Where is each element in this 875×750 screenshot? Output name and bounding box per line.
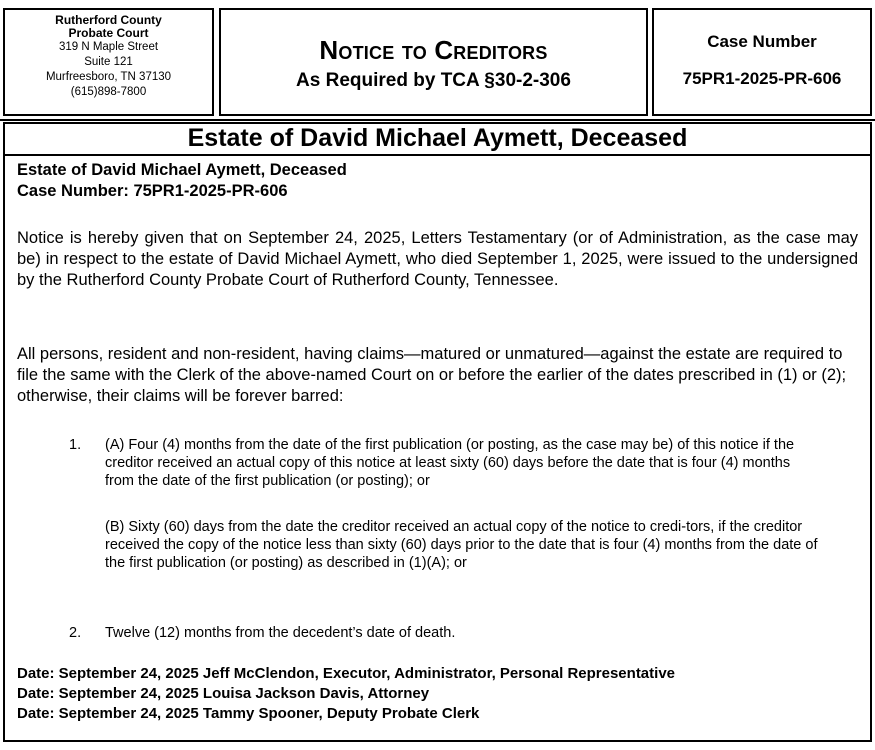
- court-address-line2: Suite 121: [84, 56, 133, 68]
- list-item-2: [69, 624, 820, 642]
- case-number-box: [652, 8, 872, 116]
- list-item-1-number: 1.: [69, 437, 82, 453]
- list-item-2-text: Twelve (12) months from the decedent’s date of death.: [105, 625, 456, 641]
- header-divider: [0, 119, 875, 121]
- list-item-1: [69, 436, 820, 490]
- court-name-line2: Probate Court: [68, 26, 149, 40]
- list-item-1b: [69, 518, 820, 572]
- court-address-line1: 319 N Maple Street: [58, 41, 159, 53]
- paragraph-claims: All persons, resident and non-resident, having claims—matured or unmatured—against the estate are required to file the same with the Clerk of the above-named Court on or before the earlier of the dates prescribed in (1) or (2); otherwise, their claims will be forever barred:: [17, 345, 847, 405]
- heading-divider: [5, 154, 870, 156]
- signature-line: Date: September 24, 2025 Tammy Spooner, Deputy Probate Clerk: [17, 705, 480, 722]
- list-item-2-number: 2.: [69, 625, 82, 641]
- case-number-value: 75PR1-2025-PR-606: [682, 69, 842, 88]
- notice-title: Notice to Creditors: [319, 35, 548, 65]
- signature-line: Date: September 24, 2025 Louisa Jackson Davis, Attorney: [17, 685, 430, 702]
- estate-line: Estate of David Michael Aymett, Deceased: [17, 161, 347, 179]
- notice-body-box: [3, 122, 872, 742]
- paragraph-letters-issued: Notice is hereby given that on September 24, 2025, Letters Testamentary (or of Administration, as the case may be) in respect to the estate of David Michael Aymett, who died September 1, 2025, were issued to the undersigned by the Rutherford County Probate Court of Rutherford County, Tennessee.: [17, 229, 858, 289]
- court-phone: (615)898-7800: [70, 86, 147, 98]
- list-item-1b-text: (B) Sixty (60) days from the date the creditor received an actual copy of the notice to credi-tors, if the creditor received the copy of the notice less than sixty (60) days prior to the date that is four (4) months from the date of the first publication (or posting) as described in (1)(A); or: [105, 519, 818, 571]
- case-line: Case Number: 75PR1-2025-PR-606: [17, 182, 288, 200]
- court-address-line3: Murfreesboro, TN 37130: [45, 71, 172, 83]
- notice-title-box: [219, 8, 648, 116]
- list-item-1a-text: (A) Four (4) months from the date of the first publication (or posting, as the case may be) of this notice if the creditor received an actual copy of this notice at least sixty (60) days before the date that is four (4) months from the date of the first publication (or posting); or: [105, 437, 795, 489]
- case-number-label: Case Number: [707, 32, 817, 51]
- estate-case-block: [17, 160, 858, 202]
- signature-line: Date: September 24, 2025 Jeff McClendon, Executor, Administrator, Personal Representative: [17, 665, 676, 682]
- estate-heading: Estate of David Michael Aymett, Deceased: [187, 124, 688, 152]
- signature-block: [17, 664, 858, 724]
- court-name-line1: Rutherford County: [55, 13, 162, 27]
- court-info-box: [3, 8, 214, 116]
- notice-subtitle: As Required by TCA §30-2-306: [296, 70, 571, 91]
